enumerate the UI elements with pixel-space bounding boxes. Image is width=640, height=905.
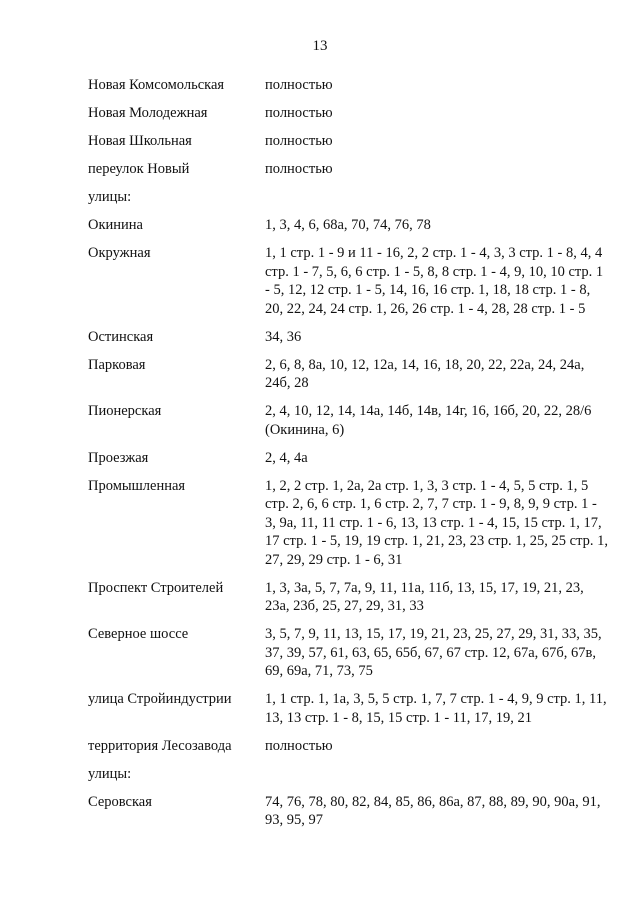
house-numbers: полностью bbox=[265, 77, 333, 93]
street-name: Новая Молодежная bbox=[88, 105, 208, 121]
street-name: Пионерская bbox=[88, 403, 162, 419]
street-name: улица Стройиндустрии bbox=[88, 691, 232, 707]
street-name: Промышленная bbox=[88, 477, 186, 494]
list-item bbox=[88, 76, 608, 95]
list-item bbox=[88, 625, 608, 681]
street-name: Северное шоссе bbox=[88, 626, 189, 642]
street-name: Парковая bbox=[88, 356, 146, 373]
list-item bbox=[88, 449, 608, 468]
document-body bbox=[88, 76, 608, 839]
street-name: Остинская bbox=[88, 328, 154, 345]
house-numbers: 2, 4, 10, 12, 14, 14а, 14б, 14в, 14г, 16, 16б, 20, 22, 28/6 (Окинина, 6) bbox=[265, 403, 592, 438]
section-heading bbox=[88, 765, 608, 784]
list-item bbox=[88, 160, 608, 179]
street-name: Проезжая bbox=[88, 449, 149, 466]
house-numbers: 1, 3, 3а, 5, 7, 7а, 9, 11, 11а, 11б, 13, 15, 17, 19, 21, 23, 23а, 23б, 25, 27, 29, 31, 33 bbox=[265, 579, 584, 614]
street-name: Окружная bbox=[88, 245, 151, 261]
house-numbers: полностью bbox=[265, 105, 333, 121]
street-name: Серовская bbox=[88, 793, 152, 810]
house-numbers: 1, 2, 2 стр. 1, 2а, 2а стр. 1, 3, 3 стр. 1 - 4, 5, 5 стр. 1, 5 стр. 2, 6, 6 стр. 1, 6 стр. 2, 7, 7 стр. 1 - 9, 8, 9, 9 стр. 1 - 3, 9а, 11, 11 стр. 1 - 6, 13, 13 стр. 1 - 4, 15, 15 стр. 1, 17, 17 стр. 1 - 5, 19, 19 стр. 1, 21, 23, 23 стр. 1, 25, 25 стр. 1, 27, 29, 29 стр. 1 - 6, 31 bbox=[265, 477, 609, 568]
section-label: улицы: bbox=[88, 765, 132, 782]
list-item bbox=[88, 690, 608, 727]
house-numbers: 3, 5, 7, 9, 11, 13, 15, 17, 19, 21, 23, 25, 27, 29, 31, 33, 35, 37, 39, 57, 61, 63, 65, 65б, 67, 67 стр. 12, 67а, 67б, 67в, 69, 69а, 71, 73, 75 bbox=[265, 626, 602, 679]
house-numbers: 1, 1 стр. 1 - 9 и 11 - 16, 2, 2 стр. 1 - 4, 3, 3 стр. 1 - 8, 4, 4 стр. 1 - 7, 5, 6, 6 стр. 1 - 5, 8, 8 стр. 1 - 4, 9, 10, 10 стр. 1 - 5, 12, 12 стр. 1 - 5, 14, 16, 16 стр. 1, 18, 18 стр. 1 - 8, 20, 22, 24, 24 стр. 1, 26, 26 стр. 1 - 4, 28, 28 стр. 1 - 5 bbox=[265, 245, 604, 317]
list-item bbox=[88, 244, 608, 318]
street-name: Новая Комсомольская bbox=[88, 77, 225, 93]
list-item bbox=[88, 737, 608, 756]
list-item bbox=[88, 793, 608, 830]
list-item bbox=[88, 132, 608, 151]
street-name: Новая Школьная bbox=[88, 133, 192, 149]
street-name: переулок Новый bbox=[88, 161, 190, 177]
house-numbers: 2, 6, 8, 8а, 10, 12, 12а, 14, 16, 18, 20, 22, 22а, 24, 24а, 24б, 28 bbox=[265, 356, 585, 391]
list-item bbox=[88, 328, 608, 347]
list-item bbox=[88, 356, 608, 393]
list-item bbox=[88, 477, 608, 570]
house-numbers: полностью bbox=[265, 133, 333, 149]
street-name: Окинина bbox=[88, 217, 143, 233]
list-item bbox=[88, 579, 608, 616]
list-item bbox=[88, 104, 608, 123]
house-numbers: 74, 76, 78, 80, 82, 84, 85, 86, 86а, 87, 88, 89, 90, 90а, 91, 93, 95, 97 bbox=[265, 793, 601, 828]
page-number: 13 bbox=[312, 38, 328, 54]
house-numbers: полностью bbox=[265, 737, 333, 754]
list-item bbox=[88, 216, 608, 235]
house-numbers: полностью bbox=[265, 161, 333, 177]
street-name: территория Лесозавода bbox=[88, 737, 232, 754]
house-numbers: 1, 3, 4, 6, 68а, 70, 74, 76, 78 bbox=[265, 217, 431, 233]
house-numbers: 1, 1 стр. 1, 1а, 3, 5, 5 стр. 1, 7, 7 стр. 1 - 4, 9, 9 стр. 1, 11, 13, 13 стр. 1 - 8, 15, 15 стр. 1 - 11, 17, 19, 21 bbox=[265, 691, 607, 726]
section-label: улицы: bbox=[88, 189, 132, 205]
house-numbers: 2, 4, 4а bbox=[265, 449, 308, 466]
list-item bbox=[88, 402, 608, 439]
house-numbers: 34, 36 bbox=[265, 328, 302, 345]
street-name: Проспект Строителей bbox=[88, 579, 224, 596]
section-heading bbox=[88, 188, 608, 207]
